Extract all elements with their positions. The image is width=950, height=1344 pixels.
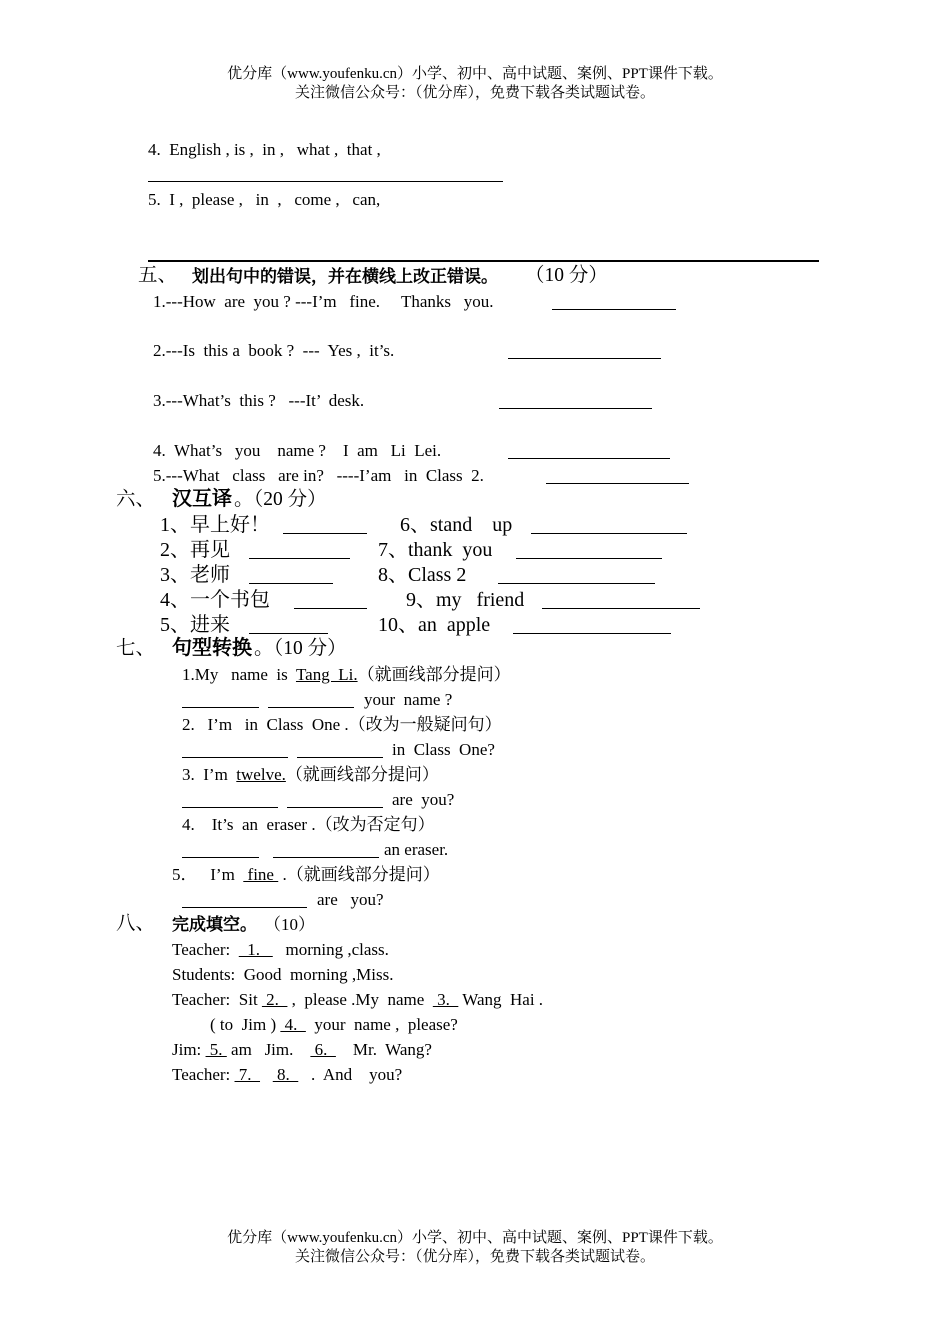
cloze-text <box>260 1065 273 1084</box>
translate-item: 3、老师 <box>160 564 230 586</box>
page-header-line1: 优分库（www.youfenku.cn）小学、初中、高中试题、案例、PPT课件下载。 <box>227 66 723 82</box>
underlined-part: fine <box>243 865 279 884</box>
question-text: 1.My name is <box>182 665 296 684</box>
question-note: .（就画线部分提问） <box>278 865 440 884</box>
section5-title: 划出句中的错误，并在横线上改正错误。 <box>192 267 498 286</box>
transform-question-1 <box>182 666 511 683</box>
error-question-5: 5.---What class are in? ----I’am in Class 2. <box>153 466 484 485</box>
cloze-text: Jim: <box>172 1040 206 1059</box>
underlined-part: twelve. <box>236 765 286 784</box>
cloze-text: Teacher: Sit <box>172 990 262 1009</box>
translate-item: 4、一个书包 <box>160 589 270 611</box>
error-question-3: 3.---What’s this ? ---It’ desk. <box>153 391 365 410</box>
section8-score: （10） <box>264 915 315 934</box>
cloze-line-6 <box>172 1066 402 1083</box>
cloze-line-1 <box>172 941 389 958</box>
answer-blank <box>531 533 687 534</box>
transform-question-2: 2. I’m in Class One .（改为一般疑问句） <box>182 715 502 734</box>
error-question-4: 4. What’s you name ? I am Li Lei. <box>153 441 442 460</box>
cloze-text: your name , please? <box>305 1015 458 1034</box>
question-text: 3. I’m <box>182 765 237 784</box>
section7-number: 七、 <box>116 638 156 659</box>
answer-line-text: your name ? <box>364 690 453 709</box>
answer-blank <box>249 583 333 584</box>
section8-title: 完成填空。 <box>172 915 257 934</box>
section6-number: 六、 <box>116 489 156 510</box>
cloze-text: . And you? <box>298 1065 403 1084</box>
answer-line-text: are you? <box>317 890 384 909</box>
answer-blank <box>182 907 307 908</box>
section6-score: 。（20 分） <box>234 489 327 510</box>
answer-blank <box>182 857 259 858</box>
section7-title: 句型转换 <box>172 637 252 659</box>
answer-blank <box>283 533 367 534</box>
answer-blank <box>508 358 661 359</box>
cloze-blank-2: 2. <box>261 990 288 1009</box>
translate-item: 7、thank you <box>378 539 493 561</box>
answer-line-text: are you? <box>392 790 455 809</box>
translate-item: 10、an apple <box>378 614 491 636</box>
cloze-text: am Jim. <box>226 1040 311 1059</box>
cloze-blank-5: 5. <box>205 1040 227 1059</box>
reorder-question-5: 5. I , please , in , come , can, <box>148 190 381 209</box>
cloze-blank-3: 3. <box>432 990 459 1009</box>
translate-item: 8、Class 2 <box>378 564 467 586</box>
answer-blank <box>182 807 278 808</box>
question-note: （就画线部分提问） <box>285 765 439 784</box>
cloze-line-5 <box>172 1041 432 1058</box>
answer-blank <box>516 558 662 559</box>
answer-blank <box>294 608 367 609</box>
section8-number: 八、 <box>116 913 156 934</box>
cloze-blank-1: 1. <box>238 940 273 959</box>
error-question-2: 2.---Is this a book ? --- Yes , it’s. <box>153 341 395 360</box>
reorder-question-4: 4. English , is , in , what , that , <box>148 140 381 159</box>
answer-line-5 <box>148 260 819 262</box>
answer-blank <box>542 608 700 609</box>
cloze-blank-6: 6. <box>310 1040 336 1059</box>
cloze-text: Mr. Wang? <box>335 1040 432 1059</box>
answer-blank <box>297 757 383 758</box>
transform-question-3 <box>182 766 439 783</box>
answer-blank <box>182 707 259 708</box>
page-footer-line1: 优分库（www.youfenku.cn）小学、初中、高中试题、案例、PPT课件下载。 <box>227 1230 723 1246</box>
cloze-blank-8: 8. <box>272 1065 299 1084</box>
answer-blank <box>513 633 671 634</box>
section5-score: （10 分） <box>525 265 608 286</box>
translate-item: 1、早上好！ <box>160 514 270 536</box>
answer-blank <box>508 458 670 459</box>
answer-blank <box>249 633 328 634</box>
answer-blank <box>249 558 350 559</box>
cloze-text: ( to Jim ) <box>210 1015 281 1034</box>
cloze-line-3 <box>172 991 543 1008</box>
cloze-blank-7: 7. <box>234 1065 261 1084</box>
translate-item: 6、stand up <box>400 514 513 536</box>
answer-blank <box>182 757 288 758</box>
question-text: 5． I’m <box>172 865 244 884</box>
answer-blank <box>552 309 676 310</box>
cloze-line-2: Students: Good morning ,Miss. <box>172 965 394 984</box>
transform-question-5 <box>172 866 440 883</box>
answer-blank <box>546 483 689 484</box>
answer-line-text: an eraser. <box>384 840 449 859</box>
cloze-text: morning ,class. <box>272 940 389 959</box>
translate-item: 2、再见 <box>160 539 230 561</box>
answer-line-text: in Class One? <box>392 740 495 759</box>
answer-blank <box>287 807 383 808</box>
cloze-line-4 <box>210 1016 458 1033</box>
cloze-text: Wang Hai . <box>458 990 544 1009</box>
cloze-text: Teacher: <box>172 940 239 959</box>
section7-score: 。（10 分） <box>254 638 347 659</box>
error-question-1: 1.---How are you ? ---I’m fine. Thanks you. <box>153 292 494 311</box>
question-note: （就画线部分提问） <box>357 665 511 684</box>
answer-blank <box>499 408 652 409</box>
underlined-part: Tang Li. <box>295 665 358 684</box>
answer-blank <box>498 583 655 584</box>
translate-item: 5、进来 <box>160 614 230 636</box>
page-footer-line2: 关注微信公众号：（优分库），免费下载各类试题试卷。 <box>294 1249 655 1265</box>
answer-line-4 <box>148 181 503 182</box>
cloze-text: Teacher: <box>172 1065 235 1084</box>
section5-number: 五、 <box>138 265 178 286</box>
answer-blank <box>273 857 379 858</box>
answer-blank <box>268 707 354 708</box>
page-header-line2: 关注微信公众号：（优分库），免费下载各类试题试卷。 <box>294 85 655 101</box>
translate-item: 9、my friend <box>406 589 525 611</box>
cloze-blank-4: 4. <box>280 1015 306 1034</box>
section6-title: 汉互译 <box>172 488 232 510</box>
cloze-text: , please .My name <box>287 990 433 1009</box>
transform-question-4: 4. It’s an eraser .（改为否定句） <box>182 815 435 834</box>
